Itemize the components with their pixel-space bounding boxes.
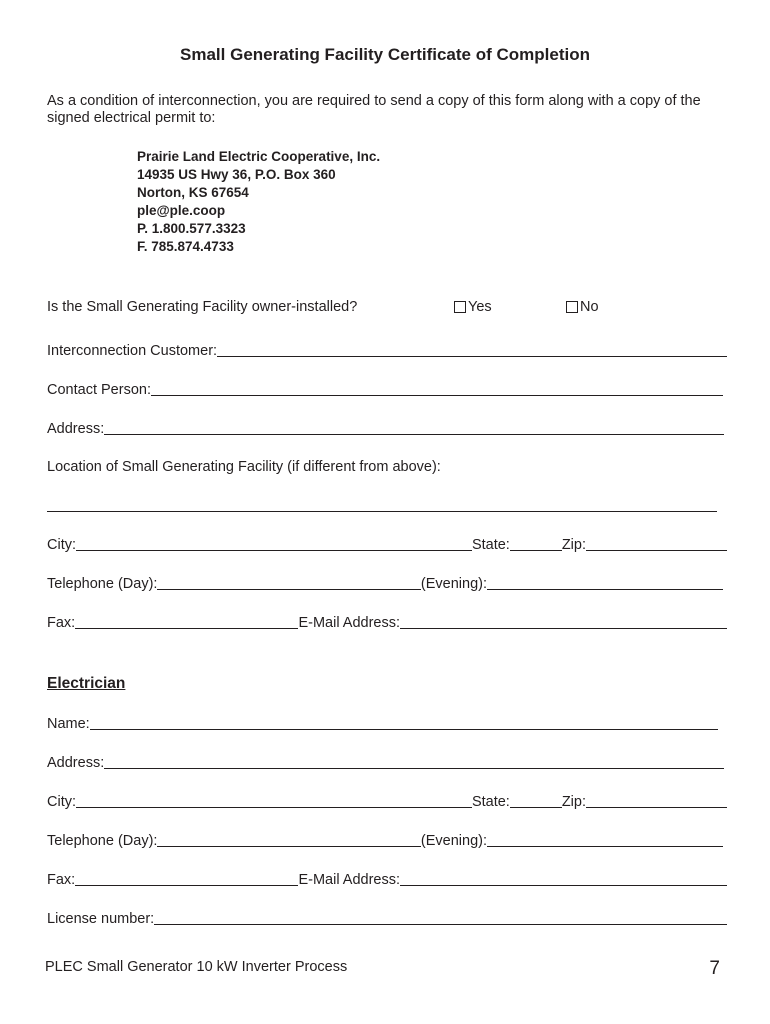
page-number: 7 <box>709 958 720 979</box>
interconnection-customer-row <box>47 340 727 360</box>
document-title: Small Generating Facility Certificate of Completion <box>180 45 590 64</box>
no-checkbox[interactable] <box>566 301 578 313</box>
contact-person-label: Contact Person: <box>47 382 151 398</box>
yes-option[interactable] <box>454 299 492 315</box>
customer-fax-label: Fax: <box>47 615 76 631</box>
customer-address-label: Address: <box>47 421 105 437</box>
electrician-name-label: Name: <box>47 716 90 732</box>
mailing-address-block <box>137 148 380 256</box>
interconnection-customer-field[interactable] <box>217 341 727 357</box>
facility-location-field[interactable] <box>47 496 717 512</box>
electrician-state-label: State: <box>471 794 510 810</box>
electrician-address-label: Address: <box>47 755 105 771</box>
customer-city-field[interactable] <box>76 535 472 551</box>
no-option[interactable] <box>566 299 599 315</box>
no-label: No <box>580 299 599 315</box>
customer-evening-field[interactable] <box>487 574 723 590</box>
electrician-state-field[interactable] <box>510 792 562 808</box>
customer-zip-label: Zip: <box>561 537 586 553</box>
customer-fax-row <box>47 612 727 632</box>
customer-zip-field[interactable] <box>586 535 727 551</box>
contact-person-row <box>47 379 723 399</box>
electrician-heading: Electrician <box>47 675 126 692</box>
license-number-label: License number: <box>47 911 155 927</box>
electrician-city-field[interactable] <box>76 792 472 808</box>
yes-checkbox[interactable] <box>454 301 466 313</box>
footer-text: PLEC Small Generator 10 kW Inverter Process <box>45 959 348 975</box>
electrician-telephone-day-label: Telephone (Day): <box>47 833 158 849</box>
customer-address-row <box>47 418 724 438</box>
customer-state-field[interactable] <box>510 535 562 551</box>
customer-email-field[interactable] <box>400 613 727 629</box>
intro-paragraph: As a condition of interconnection, you are required to send a copy of this form along with a copy of the signed electrical permit to: <box>47 93 701 126</box>
owner-installed-question: Is the Small Generating Facility owner-installed? <box>47 299 358 315</box>
address-line-company: Prairie Land Electric Cooperative, Inc. <box>137 149 381 164</box>
yes-label: Yes <box>468 299 492 315</box>
license-number-row <box>47 908 727 928</box>
electrician-telephone-row <box>47 830 723 850</box>
customer-evening-label: (Evening): <box>420 576 487 592</box>
address-line-city: Norton, KS 67654 <box>137 185 249 200</box>
customer-address-field[interactable] <box>104 419 724 435</box>
electrician-address-row <box>47 752 724 772</box>
electrician-zip-label: Zip: <box>561 794 586 810</box>
electrician-email-field[interactable] <box>400 870 727 886</box>
interconnection-customer-label: Interconnection Customer: <box>47 343 218 359</box>
electrician-city-row <box>47 791 727 811</box>
electrician-address-field[interactable] <box>104 753 724 769</box>
electrician-telephone-day-field[interactable] <box>157 831 420 847</box>
address-line-fax: F. 785.874.4733 <box>137 239 234 254</box>
electrician-fax-label: Fax: <box>47 872 76 888</box>
electrician-zip-field[interactable] <box>586 792 727 808</box>
customer-city-row <box>47 534 727 554</box>
customer-fax-field[interactable] <box>75 613 298 629</box>
address-line-email: ple@ple.coop <box>137 203 226 218</box>
electrician-email-label: E-Mail Address: <box>298 872 400 888</box>
electrician-fax-field[interactable] <box>75 870 298 886</box>
customer-city-label: City: <box>47 537 76 553</box>
customer-email-label: E-Mail Address: <box>298 615 400 631</box>
customer-telephone-day-label: Telephone (Day): <box>47 576 158 592</box>
electrician-evening-field[interactable] <box>487 831 723 847</box>
electrician-name-row <box>47 713 718 733</box>
license-number-field[interactable] <box>154 909 727 925</box>
facility-location-label: Location of Small Generating Facility (if different from above): <box>47 459 441 475</box>
customer-telephone-row <box>47 573 723 593</box>
electrician-city-label: City: <box>47 794 76 810</box>
facility-location-row <box>47 456 727 476</box>
contact-person-field[interactable] <box>151 380 723 396</box>
facility-location-line-row <box>47 495 717 515</box>
customer-state-label: State: <box>471 537 510 553</box>
electrician-fax-row <box>47 869 727 889</box>
address-line-phone: P. 1.800.577.3323 <box>137 221 246 236</box>
electrician-evening-label: (Evening): <box>420 833 487 849</box>
electrician-name-field[interactable] <box>90 714 718 730</box>
address-line-street: 14935 US Hwy 36, P.O. Box 360 <box>137 167 336 182</box>
customer-telephone-day-field[interactable] <box>157 574 420 590</box>
